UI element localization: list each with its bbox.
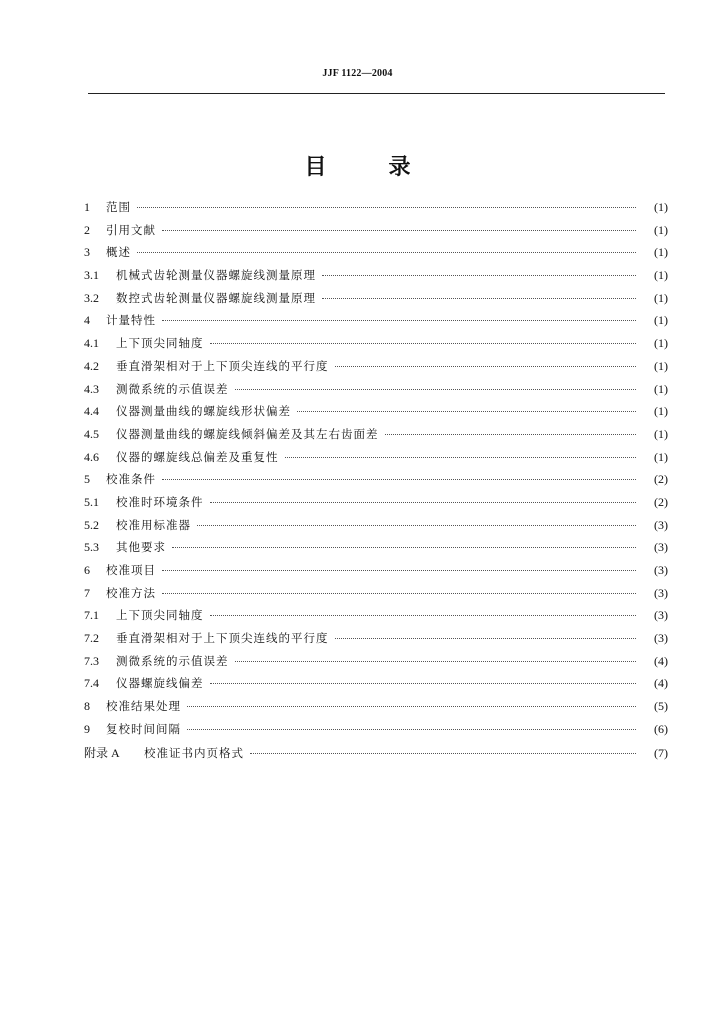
title-char-1: 目 xyxy=(304,155,327,180)
toc-entry-page: (1) xyxy=(654,404,668,419)
toc-entry-page: (1) xyxy=(654,200,668,214)
toc-entry-number: 4.2 xyxy=(84,358,99,373)
toc-entry[interactable] xyxy=(84,539,668,562)
dot-leader xyxy=(335,638,637,639)
toc-entry-number: 5.3 xyxy=(84,540,99,555)
dot-leader xyxy=(187,706,636,707)
dot-leader xyxy=(322,298,636,299)
toc-entry-number: 5.2 xyxy=(84,517,99,532)
toc-entry-page: (3) xyxy=(654,585,668,600)
toc-entry-title: 校准结果处理 xyxy=(106,699,181,714)
toc-entry-number: 5 xyxy=(84,472,90,487)
dot-leader xyxy=(235,389,637,390)
toc-entry[interactable] xyxy=(84,562,668,585)
toc-entry-title: 上下顶尖同轴度 xyxy=(116,608,204,623)
toc-entry-page: (1) xyxy=(654,358,668,373)
toc-entry-title: 垂直滑架相对于上下顶尖连线的平行度 xyxy=(116,631,329,646)
title-char-2: 录 xyxy=(388,155,411,180)
toc-entry-title: 校准方法 xyxy=(106,585,156,600)
toc-entry[interactable] xyxy=(84,517,668,540)
toc-entry[interactable] xyxy=(84,403,668,426)
toc-entry-number: 2 xyxy=(84,222,90,237)
toc-entry-number: 3 xyxy=(84,245,90,260)
toc-entry[interactable] xyxy=(84,607,668,630)
toc-entry[interactable] xyxy=(84,585,668,608)
toc-entry-number: 3.1 xyxy=(84,268,99,283)
toc-entry-title: 复校时间间隔 xyxy=(106,721,181,736)
toc-entry-title: 测微系统的示值误差 xyxy=(116,653,229,668)
dot-leader xyxy=(162,320,636,321)
toc-entry[interactable] xyxy=(84,290,668,313)
dot-leader xyxy=(322,275,636,276)
toc-entry-title: 引用文献 xyxy=(106,222,156,237)
dot-leader xyxy=(385,434,637,435)
dot-leader xyxy=(235,661,637,662)
dot-leader xyxy=(162,570,636,571)
toc-entry-number: 4.5 xyxy=(84,426,99,441)
toc-entry-title: 测微系统的示值误差 xyxy=(116,381,229,396)
toc-entry-page: (6) xyxy=(654,721,668,736)
toc-entry[interactable] xyxy=(84,312,668,335)
toc-entry-number: 8 xyxy=(84,699,90,714)
toc-entry[interactable] xyxy=(84,630,668,653)
toc-entry-title: 数控式齿轮测量仪器螺旋线测量原理 xyxy=(116,290,316,305)
dot-leader xyxy=(197,525,636,526)
toc-entry[interactable] xyxy=(84,653,668,676)
toc-entry-page: (2) xyxy=(654,494,668,509)
toc-entry-number: 7 xyxy=(84,585,90,600)
toc-entry-number: 4.4 xyxy=(84,404,99,419)
dot-leader xyxy=(162,230,636,231)
toc-entry-page: (1) xyxy=(654,222,668,237)
dot-leader xyxy=(210,343,637,344)
toc-entry-title: 机械式齿轮测量仪器螺旋线测量原理 xyxy=(116,268,316,283)
toc-entry-page: (3) xyxy=(654,563,668,577)
toc-entry-page: (7) xyxy=(654,745,668,760)
toc-entry[interactable] xyxy=(84,721,668,744)
toc-entry[interactable] xyxy=(84,358,668,381)
toc-entry-page: (4) xyxy=(654,653,668,668)
toc-entry-number: 4.6 xyxy=(84,449,99,464)
toc-entry[interactable] xyxy=(84,222,668,245)
toc-entry-title: 上下顶尖同轴度 xyxy=(116,336,204,351)
dot-leader xyxy=(335,366,637,367)
toc-entry-page: (1) xyxy=(654,245,668,260)
toc-entry-title: 概述 xyxy=(106,245,131,260)
toc-entry-number: 3.2 xyxy=(84,290,99,305)
toc-entry-number: 7.2 xyxy=(84,631,99,646)
dot-leader xyxy=(297,411,636,412)
toc-entry-title: 仪器测量曲线的螺旋线倾斜偏差及其左右齿面差 xyxy=(116,426,379,441)
toc-entry-number: 5.1 xyxy=(84,494,99,509)
toc-entry-page: (1) xyxy=(654,313,668,328)
dot-leader xyxy=(137,252,636,253)
toc-entry-page: (3) xyxy=(654,608,668,623)
dot-leader xyxy=(210,615,637,616)
toc-entry-number: 7.1 xyxy=(84,608,99,623)
toc-entry[interactable] xyxy=(84,471,668,494)
toc-entry-number: 4 xyxy=(84,313,90,328)
toc-entry-number: 4.3 xyxy=(84,381,99,396)
toc-entry-page: (1) xyxy=(654,449,668,464)
toc-entry-page: (1) xyxy=(654,426,668,441)
toc-entry-title: 校准条件 xyxy=(106,472,156,487)
toc-entry-title: 垂直滑架相对于上下顶尖连线的平行度 xyxy=(116,358,329,373)
toc-entry[interactable] xyxy=(84,244,668,267)
toc-entry[interactable] xyxy=(84,335,668,358)
toc-entry[interactable] xyxy=(84,494,668,517)
toc-entry-title: 其他要求 xyxy=(116,540,166,555)
toc-entry-number: 附录 A xyxy=(84,745,120,760)
toc-entry-number: 9 xyxy=(84,721,90,736)
table-of-contents xyxy=(84,199,668,766)
toc-entry[interactable] xyxy=(84,381,668,404)
toc-entry-title: 校准项目 xyxy=(106,563,156,577)
toc-entry-number: 4.1 xyxy=(84,336,99,351)
toc-entry-number: 7.3 xyxy=(84,653,99,668)
toc-entry-page: (3) xyxy=(654,517,668,532)
header-divider xyxy=(88,93,665,94)
toc-entry-title: 仪器螺旋线偏差 xyxy=(116,676,204,691)
dot-leader xyxy=(285,457,637,458)
toc-entry[interactable] xyxy=(84,449,668,472)
dot-leader xyxy=(210,683,637,684)
toc-entry-page: (3) xyxy=(654,631,668,646)
toc-entry-title: 仪器的螺旋线总偏差及重复性 xyxy=(116,449,279,464)
dot-leader xyxy=(250,753,636,754)
toc-entry-page: (1) xyxy=(654,381,668,396)
toc-entry-page: (4) xyxy=(654,676,668,691)
toc-entry-title: 校准用标准器 xyxy=(116,517,191,532)
toc-entry[interactable] xyxy=(84,267,668,290)
toc-entry[interactable] xyxy=(84,426,668,449)
toc-entry-number: 7.4 xyxy=(84,676,99,691)
toc-entry-title: 范围 xyxy=(106,200,131,214)
toc-entry-page: (1) xyxy=(654,290,668,305)
dot-leader xyxy=(187,729,636,730)
toc-entry[interactable] xyxy=(84,199,668,222)
toc-entry[interactable] xyxy=(84,698,668,721)
toc-entry-title: 仪器测量曲线的螺旋线形状偏差 xyxy=(116,404,291,419)
toc-entry-number: 1 xyxy=(84,200,90,214)
toc-entry-title: 计量特性 xyxy=(106,313,156,328)
toc-title xyxy=(0,150,715,181)
dot-leader xyxy=(162,479,636,480)
toc-entry-page: (1) xyxy=(654,268,668,283)
dot-leader xyxy=(210,502,637,503)
toc-entry-page: (3) xyxy=(654,540,668,555)
toc-entry-page: (1) xyxy=(654,336,668,351)
document-code-header: JJF 1122—2004 xyxy=(322,68,393,79)
dot-leader xyxy=(172,547,636,548)
toc-entry-title: 校准时环境条件 xyxy=(116,494,204,509)
toc-entry-title: 校准证书内页格式 xyxy=(144,745,244,760)
dot-leader xyxy=(162,593,636,594)
toc-entry-number: 6 xyxy=(84,563,90,577)
toc-entry-page: (2) xyxy=(654,472,668,487)
toc-entry[interactable] xyxy=(84,675,668,698)
dot-leader xyxy=(137,207,636,208)
toc-entry[interactable] xyxy=(84,744,668,767)
toc-entry-page: (5) xyxy=(654,699,668,714)
